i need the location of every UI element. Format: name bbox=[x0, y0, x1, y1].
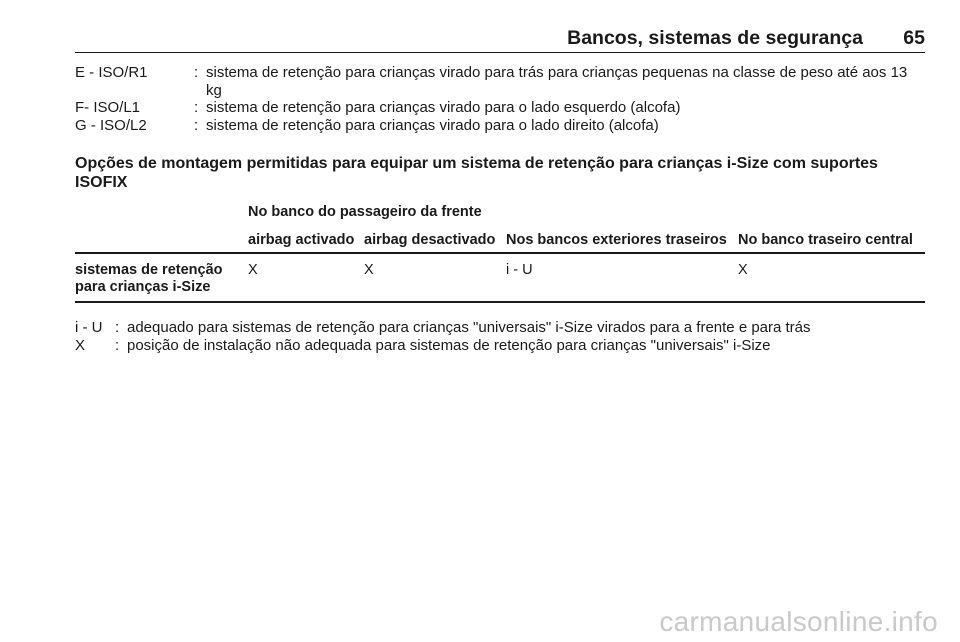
definition-row bbox=[75, 64, 925, 99]
definition-colon: : bbox=[194, 99, 199, 116]
legend-description: posição de instalação não adequada para sistemas de retenção para crianças "universais" i-Size bbox=[127, 336, 771, 354]
legend-colon: : bbox=[115, 319, 120, 336]
page-header bbox=[75, 27, 925, 53]
page-title: Bancos, sistemas de segurança bbox=[567, 27, 863, 49]
definition-row bbox=[75, 117, 925, 135]
table-cell: i - U bbox=[506, 262, 533, 278]
legend-row bbox=[75, 319, 925, 337]
definition-description: sistema de retenção para crianças virado para o lado esquerdo (alcofa) bbox=[206, 99, 681, 116]
column-header: airbag desactivado bbox=[364, 232, 496, 248]
watermark: carmanualsonline.info bbox=[659, 606, 938, 637]
definition-term: F- ISO/L1 bbox=[75, 99, 141, 116]
table-rule-bottom bbox=[75, 301, 925, 303]
definition-row bbox=[75, 99, 925, 117]
legend-term: X bbox=[75, 336, 86, 354]
definition-term: G - ISO/L2 bbox=[75, 116, 147, 134]
table-cell: X bbox=[248, 262, 258, 278]
table-cell: X bbox=[738, 262, 748, 278]
table-rule-top bbox=[75, 252, 925, 254]
column-header: No banco traseiro central bbox=[738, 232, 913, 248]
definition-colon: : bbox=[194, 116, 199, 134]
definition-colon: : bbox=[194, 64, 199, 81]
manual-page bbox=[75, 0, 925, 642]
legend-term: i - U bbox=[75, 319, 103, 336]
legend-list bbox=[75, 319, 925, 354]
table-cell: X bbox=[364, 262, 374, 278]
table-row-label: sistemas de retenção para crianças i-Size bbox=[75, 262, 223, 295]
column-header: airbag activado bbox=[248, 232, 355, 248]
definitions-list bbox=[75, 64, 925, 134]
legend-row bbox=[75, 337, 925, 355]
column-header: Nos bancos exteriores traseiros bbox=[506, 232, 727, 248]
table-group-header: No banco do passageiro da frente bbox=[248, 204, 482, 220]
definition-description: sistema de retenção para crianças virado para trás para crianças pequenas na classe de peso até aos 13 kg bbox=[206, 64, 908, 99]
legend-description: adequado para sistemas de retenção para crianças "universais" i-Size virados para a frente e para trás bbox=[127, 319, 811, 336]
definition-term: E - ISO/R1 bbox=[75, 64, 148, 81]
section-title: Opções de montagem permitidas para equipar um sistema de retenção para crianças i-Size com suportes ISOFIX bbox=[75, 155, 878, 191]
legend-colon: : bbox=[115, 336, 120, 354]
definition-description: sistema de retenção para crianças virado para o lado direito (alcofa) bbox=[206, 116, 659, 134]
page-number: 65 bbox=[903, 27, 925, 49]
